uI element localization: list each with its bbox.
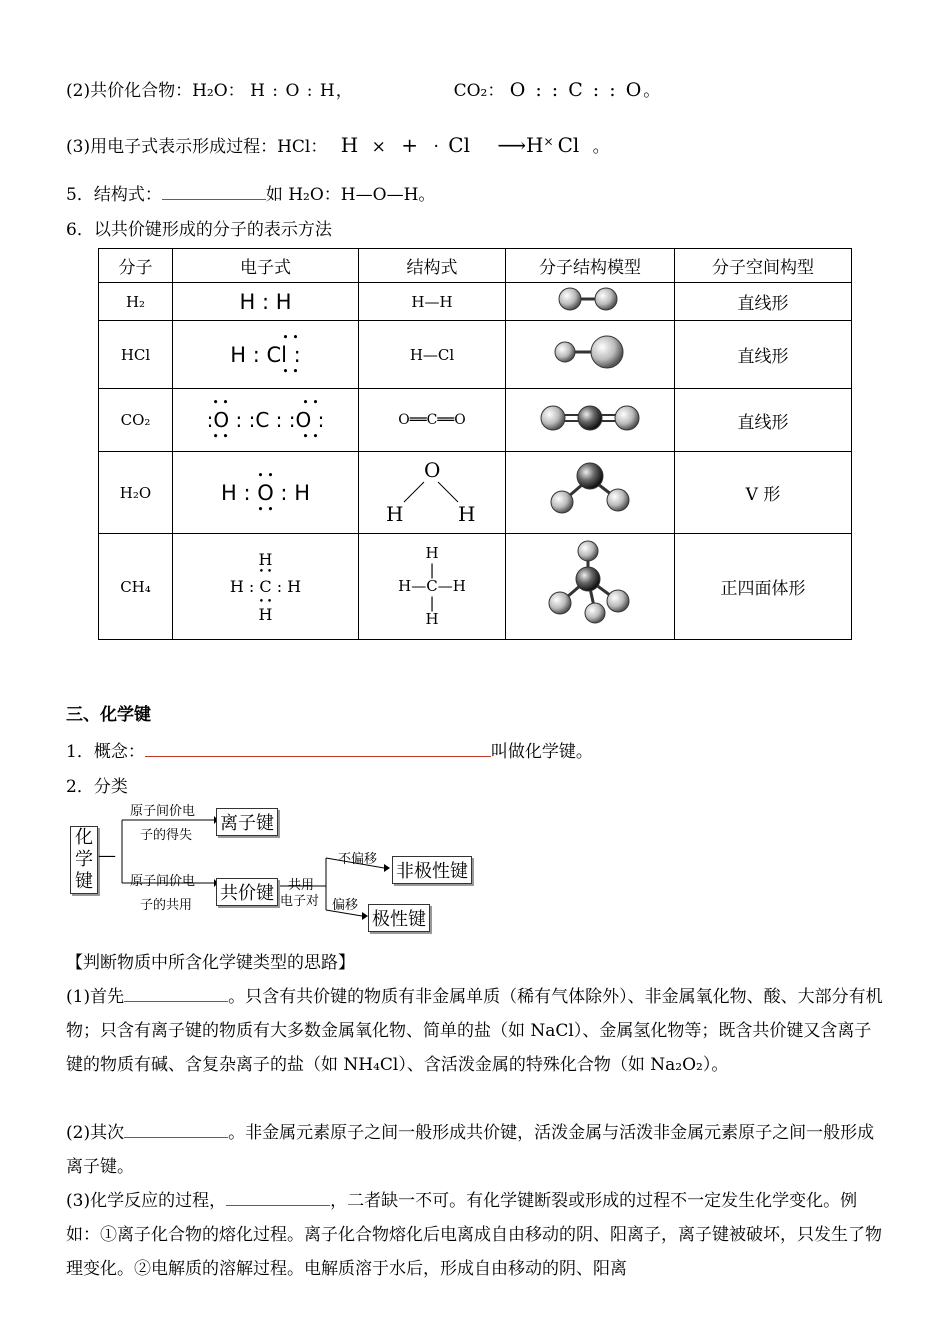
ch4-s-top: H — [425, 544, 439, 562]
period: 。 — [592, 137, 610, 157]
root-chemical-bond: 化学键 — [70, 826, 98, 894]
hcl-cross: × — [371, 137, 386, 157]
reaction-arrow: ⟶ — [497, 133, 527, 157]
structure-formula: H—Cl — [359, 321, 506, 389]
p1-text: 。只含有共价键的物质有非金属单质（稀有气体除外）、非金属氧化物、酸、大部分有机物；只含有离子键的物质有大多数金属氧化物、简单的盐（如 NaCl）、金属氢化物等；既含共价键又含离子键的物质有碱、含复杂离子的盐（如 NH₄Cl）、含活泼金属的特殊化合物（如 Na₂O₂）。 — [66, 987, 883, 1075]
shift-label: 偏移 — [332, 898, 359, 913]
hcl-dot: · — [433, 137, 439, 157]
thinking-p2 — [66, 1116, 888, 1184]
h2o-model-icon — [540, 460, 640, 520]
hcl-h: H — [340, 133, 359, 157]
ball-model — [506, 389, 675, 452]
answer-blank[interactable] — [124, 1001, 228, 1002]
branch1-text1: 原子间价电 — [130, 804, 196, 819]
ball-model — [506, 534, 675, 640]
item-6: 6．以共价键形成的分子的表示方法 — [66, 220, 332, 240]
covalent-bond-box: 共价键 — [216, 878, 278, 906]
shared-label1: 共用 — [288, 878, 315, 893]
table-row — [99, 452, 852, 534]
ball-model — [506, 321, 675, 389]
structure-h-left: H — [386, 501, 404, 526]
table-row — [99, 534, 852, 640]
hcl-cl: Cl — [448, 133, 470, 157]
electron-formula: • • H : Cl : • • — [173, 321, 359, 389]
ch4-s-mid: H—C—H — [398, 577, 466, 595]
structure-formula: H—H — [359, 283, 506, 321]
shape: 直线形 — [675, 283, 852, 321]
item-5 — [66, 180, 435, 205]
ch4-s-bottom: H — [425, 610, 439, 628]
thinking-title: 【判断物质中所含化学键类型的思路】 — [66, 953, 355, 973]
p2-text: 。非金属元素原子之间一般形成共价键，活泼金属与活泼非金属元素原子之间一般形成离子键。 — [66, 1123, 875, 1177]
section3-title: 三、化学键 — [66, 705, 151, 725]
answer-blank[interactable] — [145, 756, 491, 757]
header-electron: 电子式 — [173, 249, 359, 283]
shared-label2: 电子对 — [280, 894, 320, 909]
structure-formula — [359, 452, 506, 534]
molecule-name: H₂O — [99, 452, 173, 534]
root-dash: — — [98, 845, 116, 866]
h2o-electron-text: H : O : H — [221, 480, 310, 505]
branch2-text2: 子的共用 — [140, 898, 193, 913]
answer-blank[interactable] — [162, 199, 266, 200]
section3-item1 — [66, 737, 593, 762]
shape: 直线形 — [675, 321, 852, 389]
header-model: 分子结构模型 — [506, 249, 675, 283]
p2-prefix: (2)其次 — [66, 1123, 125, 1143]
molecule-name: CO₂ — [99, 389, 173, 452]
shape: 直线形 — [675, 389, 852, 452]
item5-example: 如 H₂O：H—O—H。 — [265, 185, 436, 205]
ch4-e-bottom: H — [258, 604, 273, 624]
shape: V 形 — [675, 452, 852, 534]
line2-label: (2)共价化合物：H₂O： — [66, 81, 245, 101]
nonpolar-bond-box: 非极性键 — [392, 856, 472, 884]
header-shape: 分子空间构型 — [675, 249, 852, 283]
table-row — [99, 389, 852, 452]
co2-model-icon — [535, 400, 645, 436]
ch4-e-top: H — [258, 549, 273, 569]
hcl-product-h: H — [526, 133, 544, 157]
p3-prefix: (3)化学反应的过程， — [66, 1191, 227, 1211]
answer-blank[interactable] — [226, 1205, 330, 1206]
p3-text: ，二者缺一不可。有化学键断裂或形成的过程不一定发生化学变化。例如：①离子化合物的熔化过程。离子化合物熔化后电离成自由移动的阴、阳离子，离子键被破坏，只发生了物理变化。②电解质的溶解过程。电解质溶于水后，形成自由移动的阴、阳离 — [66, 1191, 882, 1279]
item5-label: 5．结构式： — [66, 185, 162, 205]
header-structure: 结构式 — [359, 249, 506, 283]
thinking-p1 — [66, 980, 888, 1082]
no-shift-label: 不偏移 — [338, 852, 378, 867]
shape: 正四面体形 — [675, 534, 852, 640]
h2o-electron-formula: H : O : H — [250, 81, 336, 101]
molecule-name: CH₄ — [99, 534, 173, 640]
ch4-e-mid: H : C : H — [229, 576, 302, 596]
line3-label: (3)用电子式表示形成过程：HCl： — [66, 137, 328, 157]
h2-model-icon — [550, 284, 630, 314]
table-row — [99, 321, 852, 389]
electron-formula: H • • H : C : H • • H — [173, 534, 359, 640]
thinking-p3 — [66, 1184, 888, 1334]
comma: ， — [335, 81, 353, 101]
molecule-table — [98, 248, 852, 640]
table-row — [99, 283, 852, 321]
co2-electron-text: :O : :C : :O : — [206, 408, 325, 432]
bond-classification-diagram — [66, 798, 486, 933]
structure-h-right: H — [458, 501, 476, 526]
line-h2o-co2 — [66, 76, 660, 101]
ball-model — [506, 452, 675, 534]
line-hcl-process — [66, 132, 610, 157]
electron-formula: • • • • :O : :C : :O : • • • • — [173, 389, 359, 452]
co2-electron-formula: O : : C : : O — [509, 79, 644, 101]
hcl-product-cross: × — [543, 134, 554, 149]
ch4-model-icon — [540, 539, 640, 629]
answer-blank[interactable] — [124, 1137, 228, 1138]
structure-o: O — [424, 457, 441, 482]
hcl-electron-text: H : Cl : — [230, 342, 301, 367]
p1-prefix: (1)首先 — [66, 987, 125, 1007]
ionic-bond-box: 离子键 — [216, 808, 278, 836]
co2-label: CO₂： — [453, 81, 505, 101]
electron-formula: H : H — [173, 283, 359, 321]
item1-label: 1．概念： — [66, 742, 145, 762]
header-molecule: 分子 — [99, 249, 173, 283]
branch2-text1: 原子间价电 — [130, 874, 196, 889]
electron-formula: • • H : O : H • • — [173, 452, 359, 534]
item1-suffix: 叫做化学键。 — [490, 742, 593, 762]
molecule-name: HCl — [99, 321, 173, 389]
branch1-text2: 子的得失 — [140, 828, 193, 843]
hcl-product-cl: Cl — [557, 133, 580, 157]
ball-model — [506, 283, 675, 321]
structure-formula: O══C══O — [359, 389, 506, 452]
polar-bond-box: 极性键 — [368, 904, 430, 932]
hcl-model-icon — [545, 330, 635, 374]
hcl-plus: + — [401, 133, 419, 157]
section3-item2: 2．分类 — [66, 777, 128, 797]
molecule-name: H₂ — [99, 283, 173, 321]
period: 。 — [643, 81, 661, 101]
structure-formula: H | H—C—H | H — [359, 534, 506, 640]
